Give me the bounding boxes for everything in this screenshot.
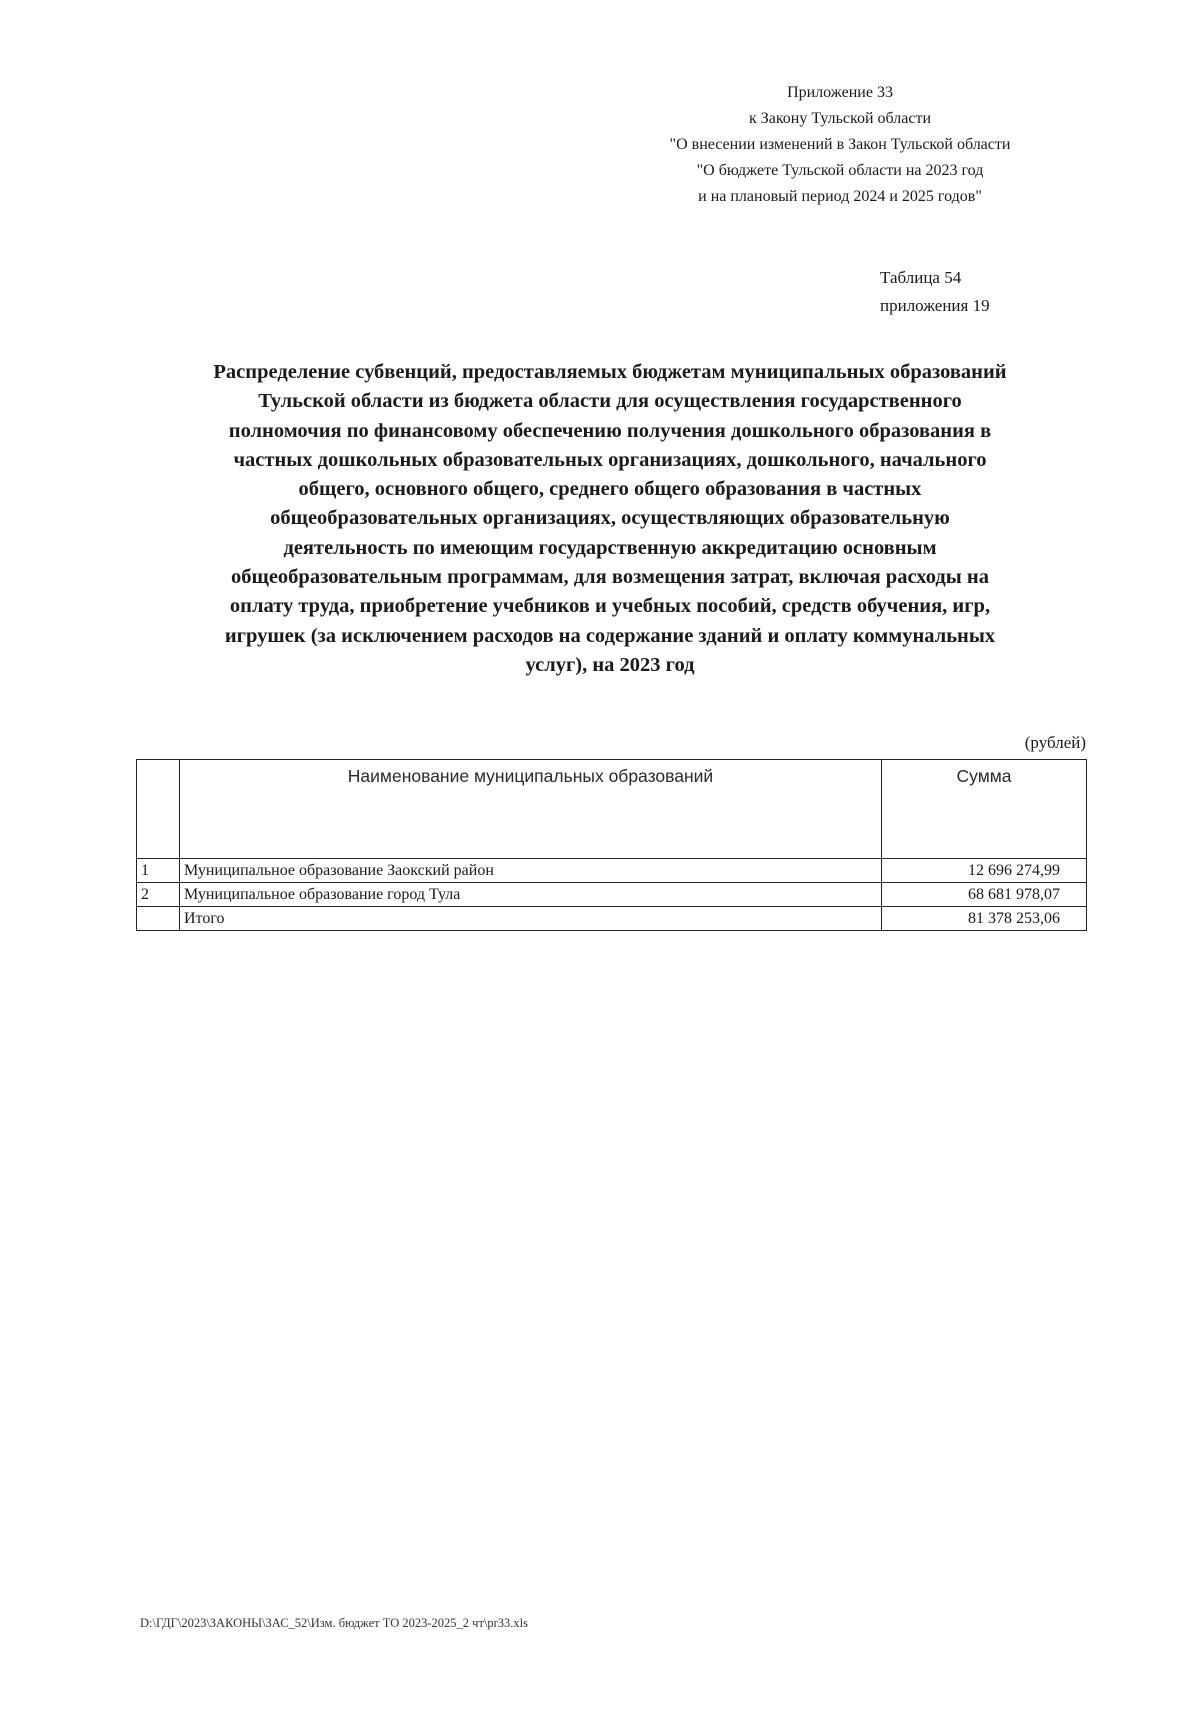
- table-header-row: [137, 760, 1087, 859]
- appendix-law-title-2: "О бюджете Тульской области на 2023 год: [696, 162, 984, 179]
- row-municipality: Муниципальное образование Заокский район: [180, 859, 882, 883]
- header-municipality-name: Наименование муниципальных образований: [180, 760, 882, 859]
- appendix-number: Приложение 33: [787, 84, 893, 101]
- row-municipality: Муниципальное образование город Тула: [180, 883, 882, 907]
- row-number: [137, 907, 180, 931]
- header-number: [137, 760, 180, 859]
- appendix-law-title-3: и на плановый период 2024 и 2025 годов": [698, 188, 982, 205]
- title-line: игрушек (за исключением расходов на содержание зданий и оплату коммунальных: [224, 624, 996, 647]
- row-amount: 68 681 978,07: [882, 883, 1087, 907]
- table-row: [137, 859, 1087, 883]
- row-number: 2: [137, 883, 180, 907]
- row-amount: 12 696 274,99: [882, 859, 1087, 883]
- table-number: Таблица 54: [880, 268, 962, 287]
- appendix-law-title-1: "О внесении изменений в Закон Тульской области: [669, 136, 1011, 153]
- title-line: оплату труда, приобретение учебников и учебных пособий, средств обучения, игр,: [229, 595, 991, 618]
- subvention-table: [136, 759, 1087, 931]
- table-reference: [880, 264, 990, 320]
- row-number: 1: [137, 859, 180, 883]
- units-label: (рублей): [1024, 733, 1086, 752]
- title-line: общеобразовательным программам, для возмещения затрат, включая расходы на: [231, 566, 989, 589]
- document-title: [120, 358, 1100, 680]
- total-amount: 81 378 253,06: [882, 907, 1087, 931]
- appendix-header: [640, 80, 1040, 210]
- title-line: частных дошкольных образовательных организациях, дошкольного, начального: [233, 448, 987, 471]
- title-line: деятельность по имеющим государственную аккредитацию основным: [283, 536, 937, 559]
- title-line: Распределение субвенций, предоставляемых бюджетам муниципальных образований: [213, 361, 1007, 383]
- title-line: полномочия по финансовому обеспечению получения дошкольного образования в: [228, 419, 992, 442]
- file-path-footer: D:\ГДГ\2023\ЗАКОНЫ\ЗАС_52\Изм. бюджет ТО 2023-2025_2 чт\pr33.xls: [140, 1616, 529, 1630]
- total-label: Итого: [180, 907, 882, 931]
- table-row: [137, 883, 1087, 907]
- title-line: Тульской области из бюджета области для осуществления государственного: [258, 390, 962, 413]
- table-appendix-ref: приложения 19: [880, 296, 990, 315]
- title-line: общего, основного общего, среднего общего образования в частных: [298, 478, 922, 501]
- title-line: общеобразовательных организациях, осуществляющих образовательную: [270, 507, 950, 530]
- title-line: услуг), на 2023 год: [525, 653, 695, 676]
- table-total-row: [137, 907, 1087, 931]
- appendix-law-ref: к Закону Тульской области: [748, 110, 932, 127]
- header-sum: Сумма: [882, 760, 1087, 859]
